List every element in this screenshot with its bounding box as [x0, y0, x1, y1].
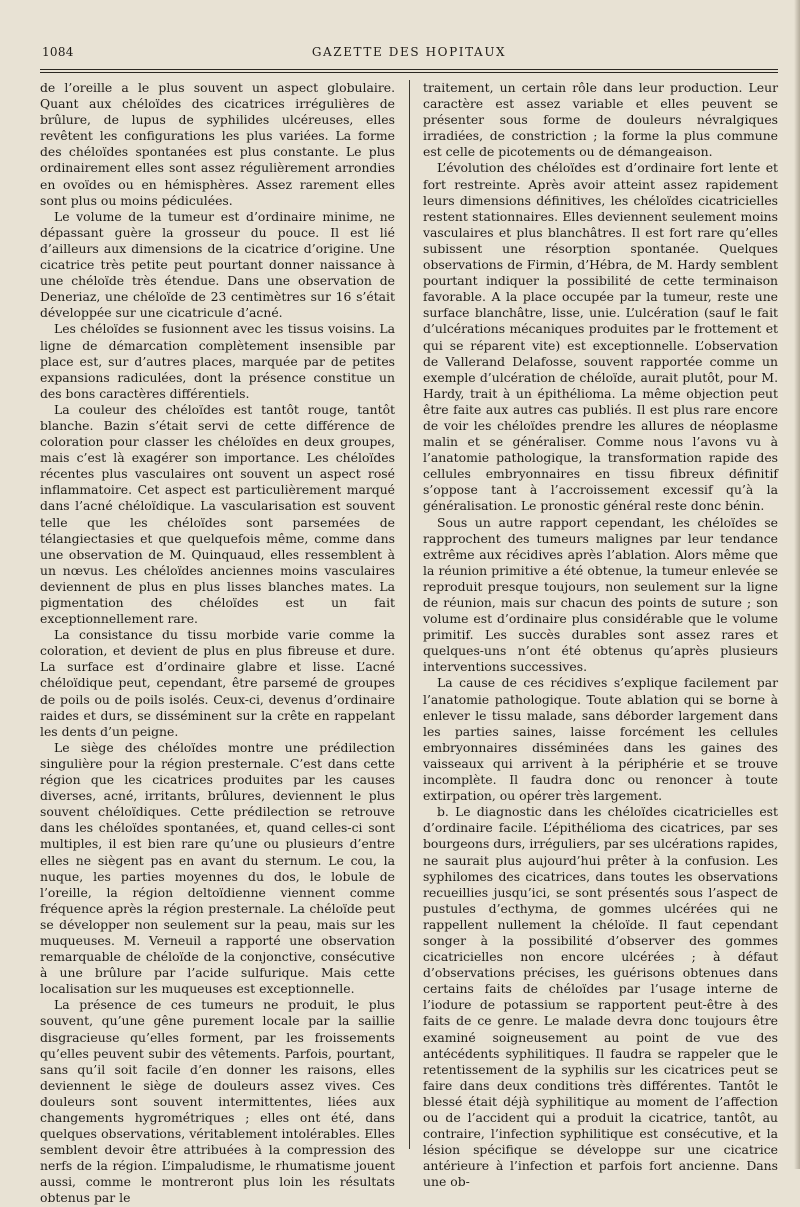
paragraph: La cause de ces récidives s’explique facilement par l’anatomie pathologique. Toute ablation qui se borne à enlever le tissu malade, sans déborder largement dans les parties saines, laisse forcément les cellules embryonnaires disséminées dans les gaines des vaisseaux qui arrivent à la périphérie et se trouve incomplète. Il faudra donc ou renoncer à toute extirpation, ou opérer très largement. [423, 675, 778, 804]
paragraph: b. Le diagnostic dans les chéloïdes cicatricielles est d’ordinaire facile. L’épithélioma des cicatrices, par ses bourgeons durs, irréguliers, par ses ulcérations rapides, ne saurait plus aujourd’hui prêter à la confusion. Les syphilomes des cicatrices, dans toutes les observations recueillies jusqu’ici, se sont présentés sous l’aspect de pustules d’ecthyma, de gommes ulcérées qui ne rappellent nullement la chéloïde. Il faut cependant songer à la possibilité d’observer des gommes cicatricielles non encore ulcérées ; à défaut d’observations précises, les guérisons obtenues dans certains faits de chéloïdes par l’usage interne de l’iodure de potassium se rapportent peut-être à des faits de ce genre. Le malade devra donc toujours être examiné soigneusement au point de vue des antécédents syphilitiques. Il faudra se rappeler que le retentissement de la syphilis sur les cicatrices peut se faire dans deux conditions très différentes. Tantôt le blessé était déjà syphilitique au moment de l’affection ou de l’accident qui a produit la cicatrice, tantôt, au contraire, l’infection syphilitique est consécutive, et la lésion spécifique se développe sur une cicatrice antérieure à l’infection et parfois fort ancienne. Dans une ob- [423, 804, 778, 1190]
header-rule-bottom [40, 72, 778, 73]
scan-edge-shadow [794, 0, 800, 1169]
column-divider [409, 80, 410, 1149]
right-column [423, 80, 778, 1149]
paragraph: Le volume de la tumeur est d’ordinaire minime, ne dépassant guère la grosseur du pouce. Il est lié d’ailleurs aux dimensions de la cicatrice d’origine. Une cicatrice très petite peut pourtant donner naissance à une chéloïde très étendue. Dans une observation de Deneriaz, une chéloïde de 23 centimètres sur 16 s’était développée sur une cicatricule d’acné. [40, 209, 395, 322]
paragraph: La couleur des chéloïdes est tantôt rouge, tantôt blanche. Bazin s’était servi de cette différence de coloration pour classer les chéloïdes en deux groupes, mais c’est là exagérer son importance. Les chéloïdes récentes plus vasculaires ont souvent un aspect rosé inflammatoire. Cet aspect est particulièrement marqué dans l’acné chéloïdique. La vascularisation est souvent telle que les chéloïdes sont parsemées de télangiectasies et que quelquefois même, comme dans une observation de M. Quinquaud, elles ressemblent à un nœvus. Les chéloïdes anciennes moins vasculaires deviennent de plus en plus lisses blanches mates. La pigmentation des chéloïdes est un fait exceptionnellement rare. [40, 402, 395, 627]
paragraph: L’évolution des chéloïdes est d’ordinaire fort lente et fort restreinte. Après avoir atteint assez rapidement leurs dimensions définitives, les chéloïdes cicatricielles restent stationnaires. Elles deviennent seulement moins vasculaires et plus blanchâtres. Il est fort rare qu’elles subissent une résorption spontanée. Quelques observations de Firmin, d’Hébra, de M. Hardy semblent pourtant indiquer la possibilité de cette terminaison favorable. A la place occupée par la tumeur, reste une surface blanchâtre, lisse, unie. L’ulcération (sauf le fait d’ulcérations mécaniques produites par le frottement et qui se réparent vite) est exceptionnelle. L’observation de Vallerand Delafosse, souvent rapportée comme un exemple d’ulcération de chéloïde, aurait plutôt, pour M. Hardy, trait à un épithélioma. La même objection peut être faite aux autres cas publiés. Il est plus rare encore de voir les chéloïdes prendre les allures de néoplasme malin et se généraliser. Comme nous l’avons vu à l’anatomie pathologique, la transformation rapide des cellules embryonnaires en tissu fibreux définitif s’oppose tant à l’accroissement excessif qu’à la généralisation. Le pronostic général reste donc bénin. [423, 160, 778, 514]
page-header [40, 36, 778, 58]
page-number: 1084 [42, 45, 74, 59]
paragraph: Les chéloïdes se fusionnent avec les tissus voisins. La ligne de démarcation complètement insensible par place est, sur d’autres places, marquée par de petites expansions radiculées, dont la présence constitue un des bons caractères différentiels. [40, 321, 395, 401]
journal-title: GAZETTE DES HOPITAUX [40, 45, 778, 59]
header-rule-top [40, 69, 778, 70]
paragraph: La présence de ces tumeurs ne produit, le plus souvent, qu’une gêne purement locale par la saillie disgracieuse qu’elles forment, par les froissements qu’elles peuvent subir des vêtements. Parfois, pourtant, sans qu’il soit facile d’en donner les raisons, elles deviennent le siège de douleurs assez vives. Ces douleurs sont souvent intermittentes, liées aux changements hygrométriques ; elles ont été, dans quelques observations, véritablement intolérables. Elles semblent devoir être attribuées à la compression des nerfs de la région. L’impaludisme, le rhumatisme jouent aussi, comme le montreront plus loin les résultats obtenus par le [40, 997, 395, 1206]
paragraph: Sous un autre rapport cependant, les chéloïdes se rapprochent des tumeurs malignes par leur tendance extrême aux récidives après l’ablation. Alors même que la réunion primitive a été obtenue, la tumeur enlevée se reproduit presque toujours, non seulement sur la ligne de réunion, mais sur chacun des points de suture ; son volume est d’ordinaire plus considérable que le volume primitif. Les succès durables sont assez rares et quelques-uns n’ont été obtenus qu’après plusieurs interventions successives. [423, 515, 778, 676]
paragraph: La consistance du tissu morbide varie comme la coloration, et devient de plus en plus fibreuse et dure. La surface est d’ordinaire glabre et lisse. L’acné chéloïdique peut, cependant, être parsemé de groupes de poils ou de poils isolés. Ceux-ci, devenus d’ordinaire raides et durs, se disséminent sur la crête en rappelant les dents d’un peigne. [40, 627, 395, 740]
left-column [40, 80, 395, 1149]
article-columns [40, 80, 778, 1149]
paragraph: de l’oreille a le plus souvent un aspect globulaire. Quant aux chéloïdes des cicatrices irrégulières de brûlure, de lupus de syphilides ulcéreuses, elles revêtent les configurations les plus variées. La forme des chéloïdes spontanées est plus constante. Le plus ordinairement elles sont assez régulièrement arrondies en ovoïdes ou en hémisphères. Assez rarement elles sont plus ou moins pédiculées. [40, 80, 395, 209]
paragraph: Le siège des chéloïdes montre une prédilection singulière pour la région presternale. C’est dans cette région que les cicatrices produites par les causes diverses, acné, irritants, brûlures, deviennent le plus souvent chéloïdiques. Cette prédilection se retrouve dans les chéloïdes spontanées, et, quand celles-ci sont multiples, il est bien rare qu’une ou plusieurs d’entre elles ne siègent pas en avant du sternum. Le cou, la nuque, les parties moyennes du dos, le lobule de l’oreille, la région deltoïdienne viennent comme fréquence après la région presternale. La chéloïde peut se développer non seulement sur la peau, mais sur les muqueuses. M. Verneuil a rapporté une observation remarquable de chéloïde de la conjonctive, consécutive à une brûlure par l’acide sulfurique. Mais cette localisation sur les muqueuses est exceptionnelle. [40, 740, 395, 998]
paragraph: traitement, un certain rôle dans leur production. Leur caractère est assez variable et elles peuvent se présenter sous forme de douleurs névralgiques irradiées, de constriction ; la forme la plus commune est celle de picotements ou de démangeaison. [423, 80, 778, 160]
